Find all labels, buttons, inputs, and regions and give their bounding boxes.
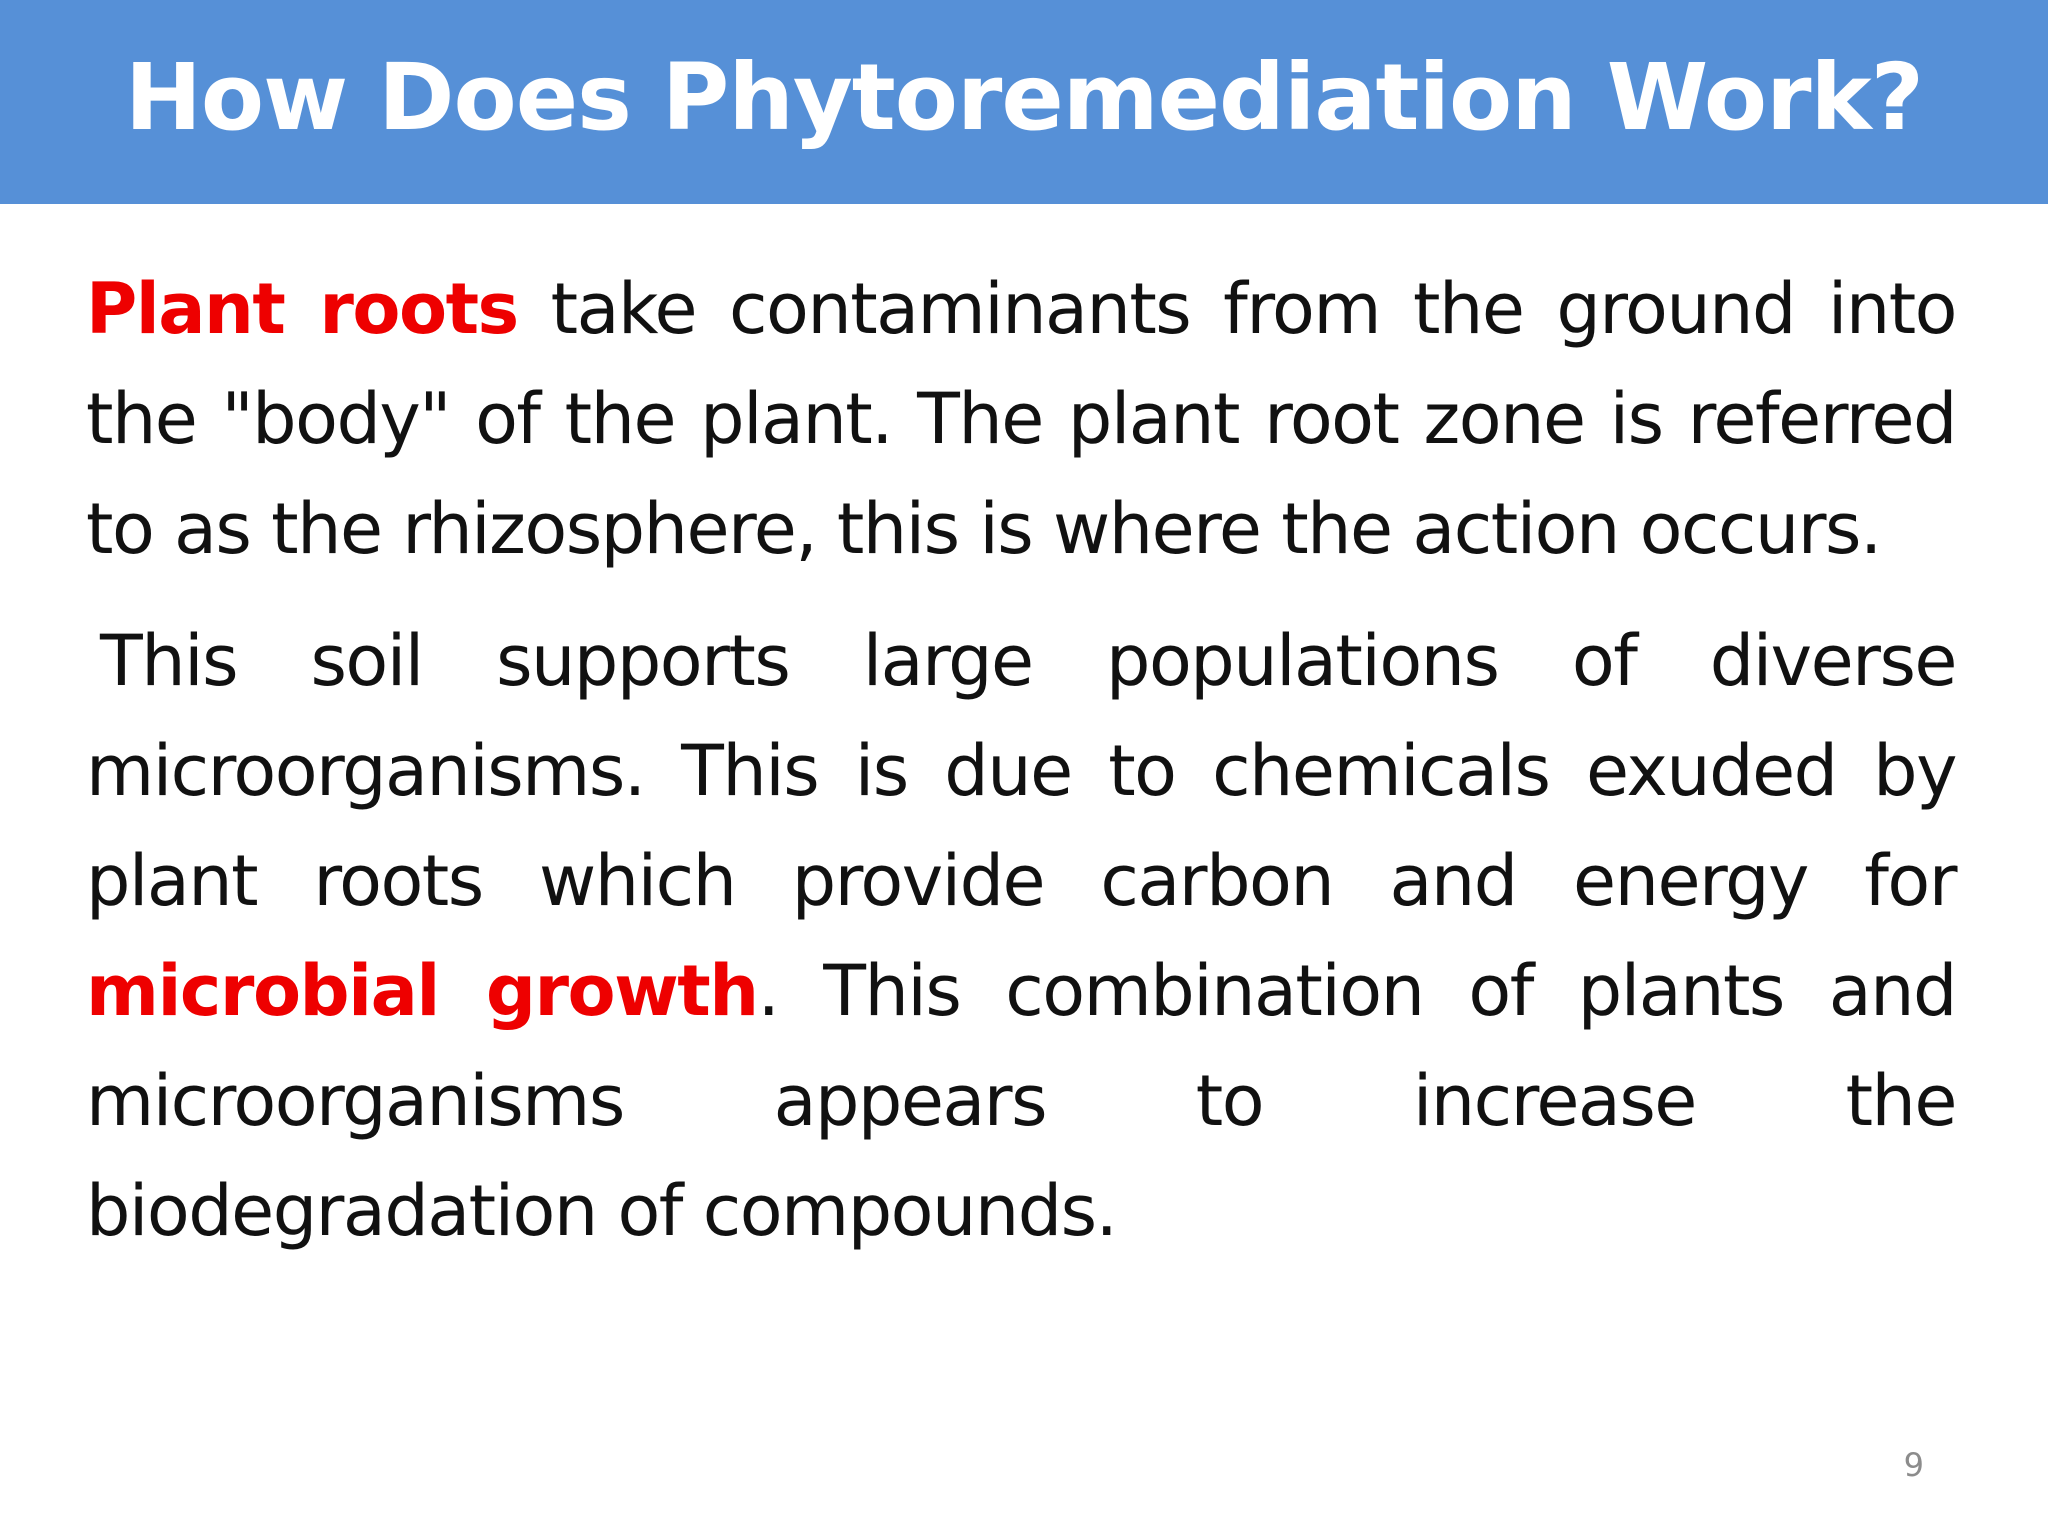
title-bar — [0, 0, 2048, 204]
slide-body — [86, 254, 1956, 1266]
paragraph-2 — [86, 606, 1956, 1266]
paragraph-1-text: take contaminants from the ground into the "body" of the plant. The plant root zone is referred to as the rhizosphere, this is where the action occurs. — [86, 268, 1957, 570]
slide-title: How Does Phytoremediation Work? — [124, 44, 1924, 151]
paragraph-1 — [86, 254, 1956, 584]
page-number: 9 — [1903, 1446, 1924, 1484]
highlight-plant-roots: Plant roots — [86, 268, 518, 350]
paragraph-2-text-end: . This combination of plants and microorganisms appears to increase the biodegradation of compounds. — [86, 950, 1956, 1252]
paragraph-2-text-start: This soil supports large populations of diverse microorganisms. This is due to chemicals exuded by plant roots which provide carbon and energy for — [86, 620, 1956, 922]
highlight-microbial-growth: microbial growth — [86, 950, 758, 1032]
